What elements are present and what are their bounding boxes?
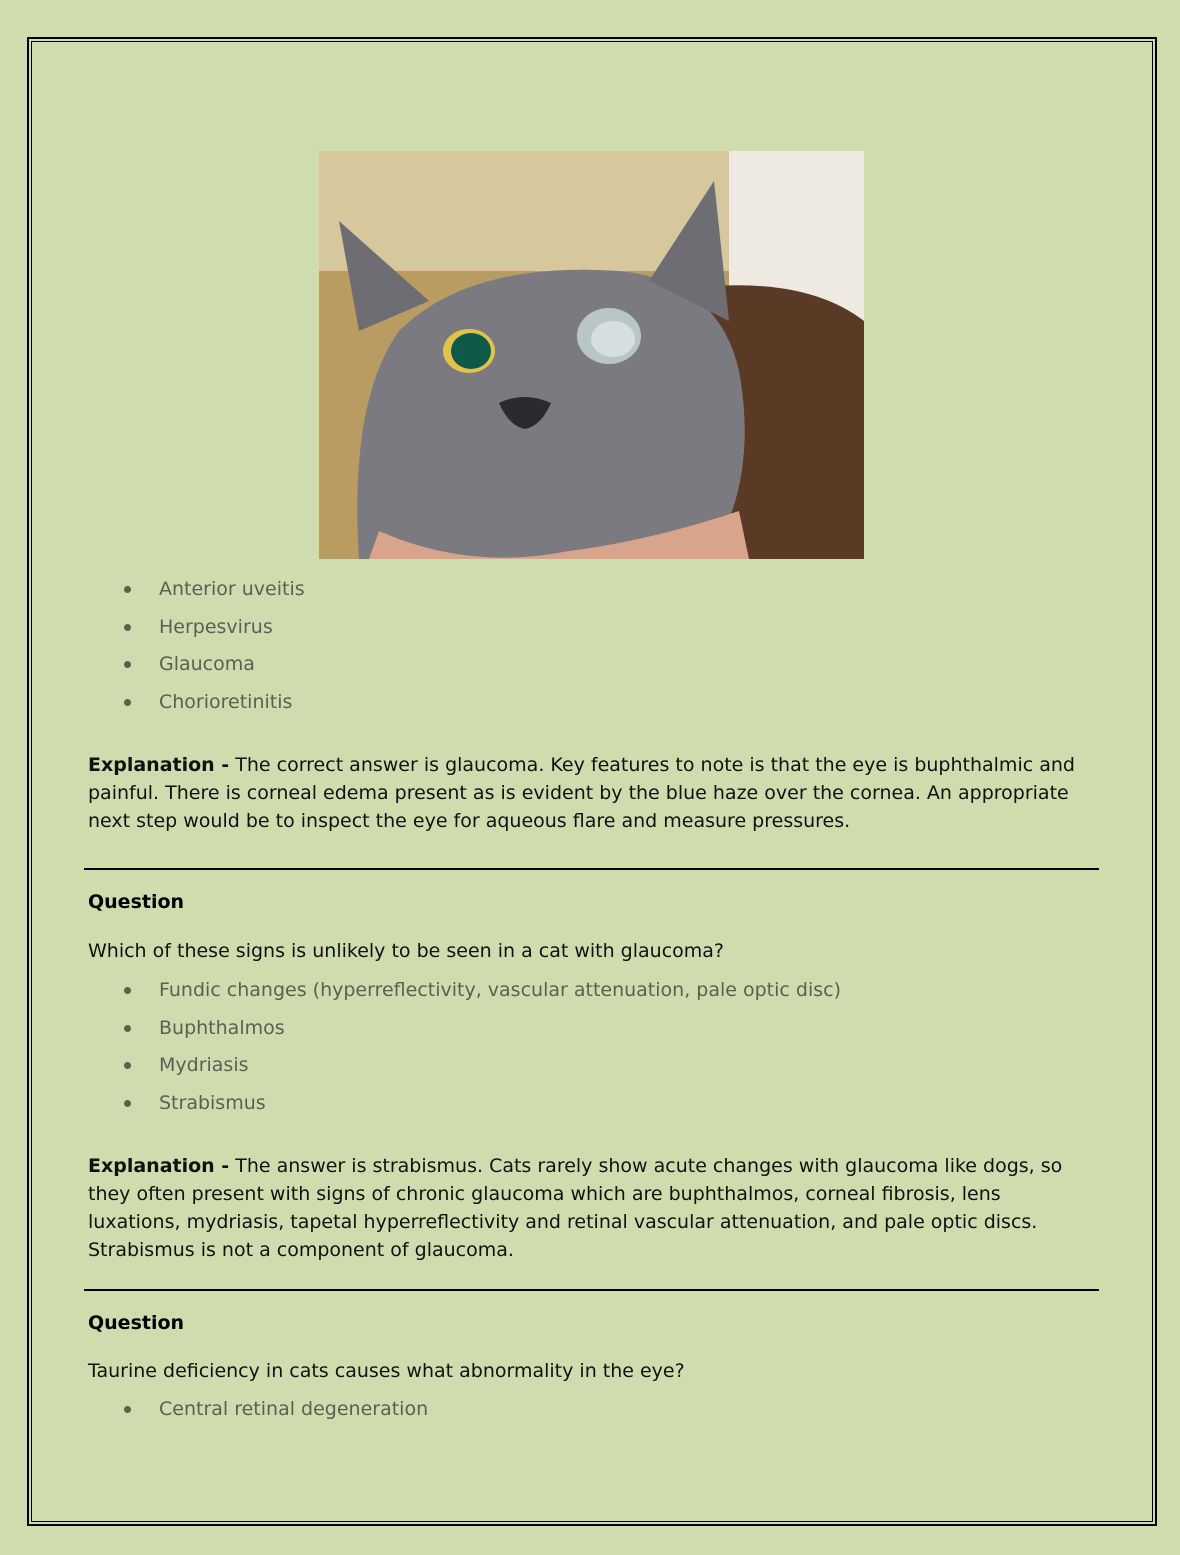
question2-options xyxy=(0,978,841,1128)
option-item: Central retinal degeneration xyxy=(0,1397,428,1435)
option-item: Strabismus xyxy=(0,1091,841,1129)
bullet-icon xyxy=(124,661,131,668)
explanation-text: The correct answer is glaucoma. Key features to note is that the eye is buphthalmic and painful. There is corneal edema present as is evident by the blue haze over the cornea. An appropriate next step would be to inspect the eye for aqueous flare and measure pressures. xyxy=(88,754,1075,832)
bullet-icon xyxy=(124,586,131,593)
question1-options xyxy=(0,577,305,727)
bullet-icon xyxy=(124,624,131,631)
option-item: Buphthalmos xyxy=(0,1016,841,1054)
explanation-label: Explanation - xyxy=(88,754,230,776)
question2-explanation xyxy=(88,1152,1098,1264)
bullet-icon xyxy=(124,1025,131,1032)
question2-text: Which of these signs is unlikely to be seen in a cat with glaucoma? xyxy=(88,940,725,962)
option-item: Chorioretinitis xyxy=(0,690,305,728)
section-divider xyxy=(84,868,1099,870)
question3-text: Taurine deficiency in cats causes what abnormality in the eye? xyxy=(88,1360,685,1382)
bullet-icon xyxy=(124,699,131,706)
question3-heading: Question xyxy=(88,1312,185,1334)
question1-explanation xyxy=(88,751,1098,835)
option-item: Glaucoma xyxy=(0,652,305,690)
explanation-label: Explanation - xyxy=(88,1155,230,1177)
explanation-text: The answer is strabismus. Cats rarely show acute changes with glaucoma like dogs, so they often present with signs of chronic glaucoma which are buphthalmos, corneal fibrosis, lens luxations, mydriasis, tapetal hyperreflectivity and retinal vascular attenuation, and pale optic discs. Strabismus is not a component of glaucoma. xyxy=(88,1155,1063,1261)
question2-heading: Question xyxy=(88,891,185,913)
cat-glaucoma-photo xyxy=(319,151,864,559)
bullet-icon xyxy=(124,1100,131,1107)
option-item: Herpesvirus xyxy=(0,615,305,653)
bullet-icon xyxy=(124,987,131,994)
option-item: Mydriasis xyxy=(0,1053,841,1091)
bullet-icon xyxy=(124,1062,131,1069)
question3-options xyxy=(0,1397,428,1435)
option-item: Anterior uveitis xyxy=(0,577,305,615)
section-divider xyxy=(84,1289,1099,1291)
bullet-icon xyxy=(124,1406,131,1413)
option-item: Fundic changes (hyperreflectivity, vascular attenuation, pale optic disc) xyxy=(0,978,841,1016)
